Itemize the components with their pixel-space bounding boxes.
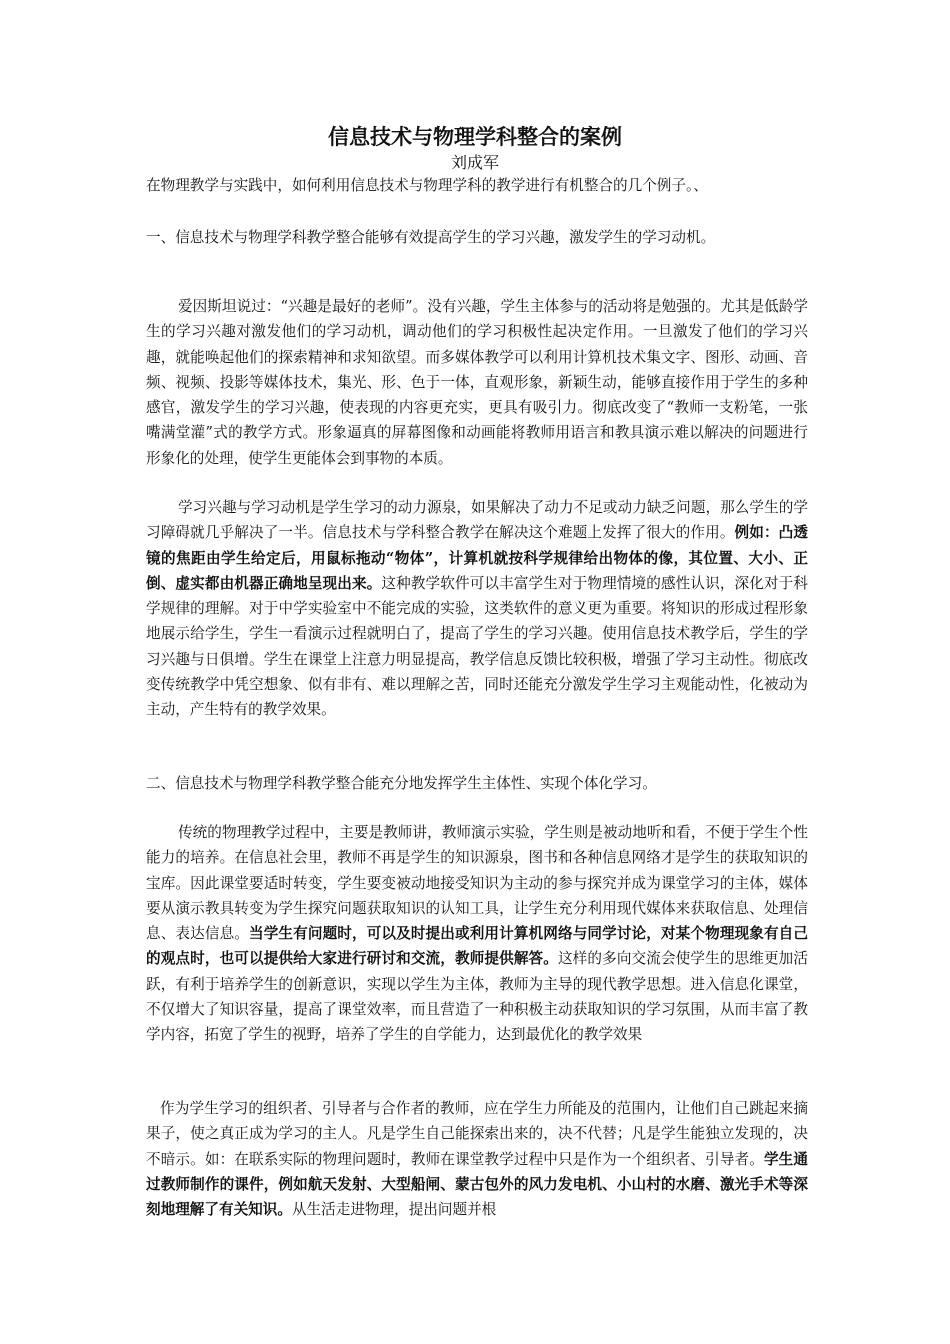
paragraph-3-text-b: 这样的多向交流会使学生的思维更加活跃，有利于培养学生的创新意识，实现以学生为主体，教师为主导的现代教学思想。进入信息化课堂，不仅增大了知识容量，提高了课堂效率，而且营造了一种积极主动获取知识的学习氛围，从而丰富了教学内容，拓宽了学生的视野，培养了学生的自学能力，达到最优化的教学效果 xyxy=(146,950,808,1044)
section-heading-2: 二、信息技术与物理学科教学整合能充分地发挥学生主体性、实现个体化学习。 xyxy=(146,775,657,792)
author-name: 刘成军 xyxy=(450,153,499,172)
document-title: 信息技术与物理学科整合的案例 xyxy=(328,124,622,149)
paragraph-3 xyxy=(146,820,808,1048)
intro-paragraph: 在物理教学与实践中，如何利用信息技术与物理学科的教学进行有机整合的几个例子。、 xyxy=(146,177,708,194)
paragraph-1: 爱因斯坦说过：“兴趣是最好的老师”。没有兴趣，学生主体参与的活动将是勉强的。尤其是低龄学生的学习兴趣对激发他们的学习动机，调动他们的学习积极性起决定作用。一旦激发了他们的学习兴趣，就能唤起他们的探索精神和求知欲望。而多媒体教学可以利用计算机技术集文字、图形、动画、音频、视频、投影等媒体技术，集光、形、色于一体，直观形象，新颖生动，能够直接作用于学生的多种感官，激发学生的学习兴趣，使表现的内容更充实，更具有吸引力。彻底改变了“教师一支粉笔，一张嘴满堂灌”式的教学方式。形象逼真的屏幕图像和动画能将教师用语言和教具演示难以解决的问题进行形象化的处理，使学生更能体会到事物的本质。 xyxy=(146,298,808,467)
paragraph-4-text-a: 作为学生学习的组织者、引导者与合作者的教师，应在学生力所能及的范围内，让他们自己跳起来摘果子，使之真正成为学习的主人。凡是学生自己能探索出来的，决不代替；凡是学生能独立发现的，决不暗示。如：在联系实际的物理问题时，教师在课堂教学过程中只是作为一个组织者、引导者。 xyxy=(146,1100,808,1168)
paragraph-2-text-a: 学习兴趣与学习动机是学生学习的动力源泉，如果解决了动力不足或动力缺乏问题，那么学生的学习障碍就几乎解决了一半。信息技术与学科整合教学在解决这个难题上发挥了很大的作用。 xyxy=(146,499,808,542)
paragraph-4-text-b: 从生活走进物理，提出问题并根 xyxy=(291,1201,497,1219)
paragraph-2-text-b: 这种教学软件可以丰富学生对于物理情境的感性认识，深化对于科学规律的理解。对于中学实验室中不能完成的实验，这类软件的意义更为重要。将知识的形成过程形象地展示给学生，学生一看演示过程就明白了，提高了学生的学习兴趣。使用信息技术教学后，学生的学习兴趣与日俱增。学生在课堂上注意力明显提高，教学信息反馈比较积极，增强了学习主动性。彻底改变传统教学中凭空想象、似有非有、难以理解之苦，同时还能充分激发学生学习主观能动性，化被动为主动，产生特有的教学效果。 xyxy=(146,574,808,719)
paragraph-4 xyxy=(146,1096,808,1222)
paragraph-3-text-a: 传统的物理教学过程中，主要是教师讲，教师演示实验，学生则是被动地听和看，不便于学生个性能力的培养。在信息社会里，教师不再是学生的知识源泉，图书和各种信息网络才是学生的获取知识的宝库。因此课堂要适时转变，学生要变被动地接受知识为主动的参与探究并成为课堂学习的主体，媒体要从演示教具转变为学生探究问题获取知识的认知工具，让学生充分利用现代媒体来获取信息、处理信息、表达信息。 xyxy=(146,824,808,943)
paragraph-3-bold-emphasis: 当学生有问题时，可以及时提出或利用计算机网络与同学讨论，对某个物理现象有自己的观点时，也可以提供给大家进行研讨和交流，教师提供解答。 xyxy=(146,925,808,968)
paragraph-2-bold-example: 例如：凸透镜的焦距由学生给定后，用鼠标拖动“物体”，计算机就按科学规律给出物体的像，其位置、大小、正倒、虚实都由机器正确地呈现出来。 xyxy=(146,524,808,592)
section-heading-1: 一、信息技术与物理学科教学整合能够有效提高学生的学习兴趣，激发学生的学习动机。 xyxy=(146,229,716,246)
paragraph-2 xyxy=(146,495,808,723)
paragraph-4-bold-emphasis: 学生通过教师制作的课件，例如航天发射、大型船闸、蒙古包外的风力发电机、小山村的水磨、激光手术等深刻地理解了有关知识。 xyxy=(146,1150,808,1219)
